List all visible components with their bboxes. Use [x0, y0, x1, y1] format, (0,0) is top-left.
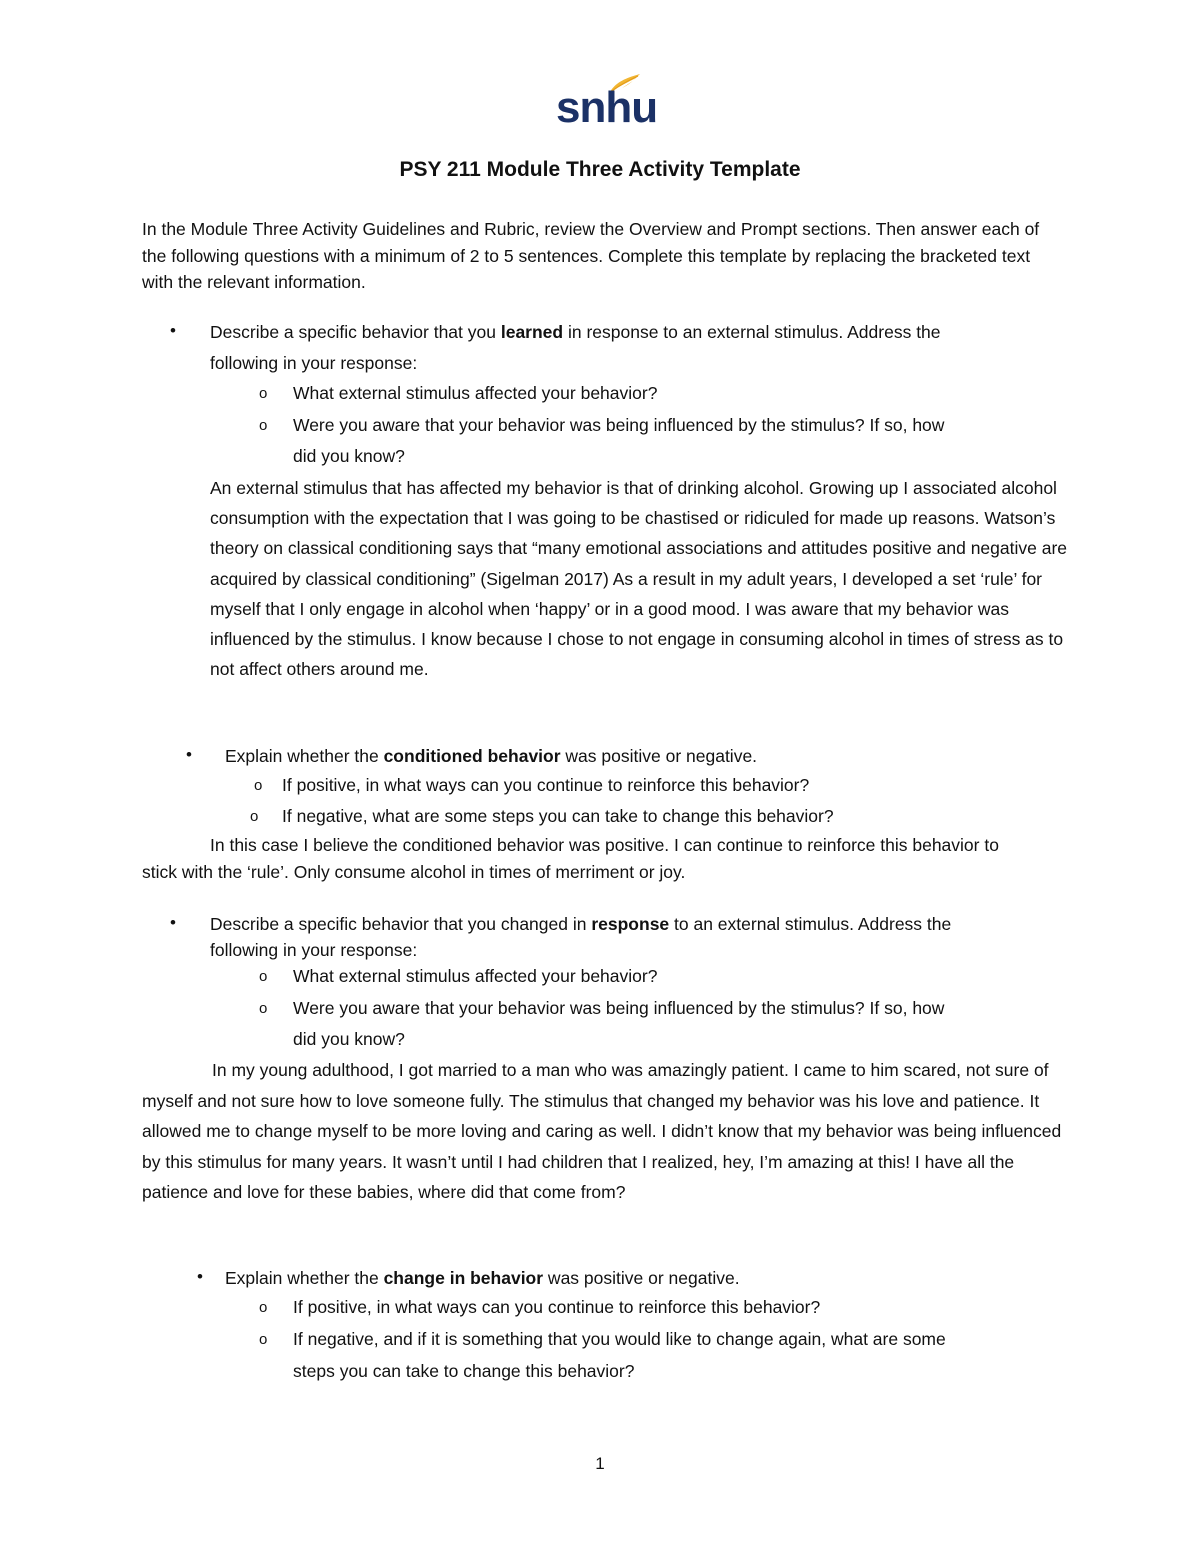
emphasis-conditioned-behavior: conditioned behavior	[383, 746, 561, 766]
bullet-marker: •	[186, 745, 192, 764]
section4-prompt: Explain whether the change in behavior was positive or negative.	[225, 1268, 740, 1288]
snhu-logo	[556, 72, 658, 134]
intro-paragraph: In the Module Three Activity Guidelines and Rubric, review the Overview and Prompt sections. Then answer each of the following questions with a minimum of 2 to 5 sentences. Complete this template by replacing the bracketed text with the relevant information.	[142, 219, 1040, 292]
section3-question1: What external stimulus affected your behavior?	[293, 966, 658, 986]
section3-prompt-line2: following in your response:	[210, 940, 418, 960]
section1-question1: What external stimulus affected your behavior?	[293, 383, 658, 403]
page-title: PSY 211 Module Three Activity Template	[399, 158, 801, 181]
emphasis-change-in-behavior: change in behavior	[383, 1268, 544, 1288]
page-number: 1	[595, 1454, 605, 1473]
emphasis-response: response	[591, 914, 670, 934]
sub-bullet-marker: o	[259, 1299, 268, 1316]
section1-question2-line1: Were you aware that your behavior was being influenced by the stimulus? If so, how	[293, 415, 945, 435]
section1-question2-line2: did you know?	[293, 446, 405, 466]
sub-bullet-marker: o	[259, 1331, 268, 1348]
section1-answer: An external stimulus that has affected my behavior is that of drinking alcohol. Growing up I associated alcohol consumption with the expectation that I was going to be chastised or ridiculed for made up reasons. Watson’s theory on classical conditioning says that “many emotional associations and attitudes positive and negative are acquired by classical conditioning” (Sigelman 2017) As a result in my adult years, I developed a set ‘rule’ for myself that I only engage in alcohol when ‘happy’ or in a good mood. I was aware that my behavior was influenced by the stimulus. I know because I chose to not engage in consuming alcohol in times of stress as to not affect others around me.	[210, 478, 1068, 680]
sub-bullet-marker: o	[254, 777, 263, 794]
section2-question2: If negative, what are some steps you can take to change this behavior?	[282, 806, 834, 826]
sub-bullet-marker: o	[259, 417, 268, 434]
section3-question2-line2: did you know?	[293, 1029, 405, 1049]
logo-wordmark: snhu	[556, 83, 658, 132]
section1-prompt-line2: following in your response:	[210, 353, 418, 373]
section4-question2-line1: If negative, and if it is something that you would like to change again, what are some	[293, 1329, 946, 1349]
bullet-marker: •	[197, 1267, 203, 1286]
section3-question2-line1: Were you aware that your behavior was being influenced by the stimulus? If so, how	[293, 998, 945, 1018]
section3-answer: In my young adulthood, I got married to a man who was amazingly patient. I came to him scared, not sure of myself and not sure how to love someone fully. The stimulus that changed my behavior was his love and patience. It allowed me to change myself to be more loving and caring as well. I didn’t know that my behavior was being influenced by this stimulus for many years. It wasn’t until I had children that I realized, hey, I’m amazing at this! I have all the patience and love for these babies, where did that come from?	[142, 1060, 1062, 1202]
section1-prompt-line1: Describe a specific behavior that you learned in response to an external stimulus. Address the	[210, 322, 941, 342]
section4-question2-line2: steps you can take to change this behavior?	[293, 1361, 635, 1381]
sub-bullet-marker: o	[259, 968, 268, 985]
section2-answer: In this case I believe the conditioned behavior was positive. I can continue to reinforce this behavior to stick with the ‘rule’. Only consume alcohol in times of merriment or joy.	[142, 835, 999, 882]
bullet-marker: •	[170, 321, 176, 340]
sub-bullet-marker: o	[259, 1000, 268, 1017]
section2-prompt: Explain whether the conditioned behavior was positive or negative.	[225, 746, 758, 766]
section2-question1: If positive, in what ways can you continue to reinforce this behavior?	[282, 775, 810, 795]
section3-prompt-line1: Describe a specific behavior that you changed in response to an external stimulus. Address the	[210, 914, 952, 934]
bullet-marker: •	[170, 913, 176, 932]
emphasis-learned: learned	[500, 322, 564, 342]
sub-bullet-marker: o	[250, 808, 259, 825]
sub-bullet-marker: o	[259, 385, 268, 402]
section4-question1: If positive, in what ways can you continue to reinforce this behavior?	[293, 1297, 821, 1317]
